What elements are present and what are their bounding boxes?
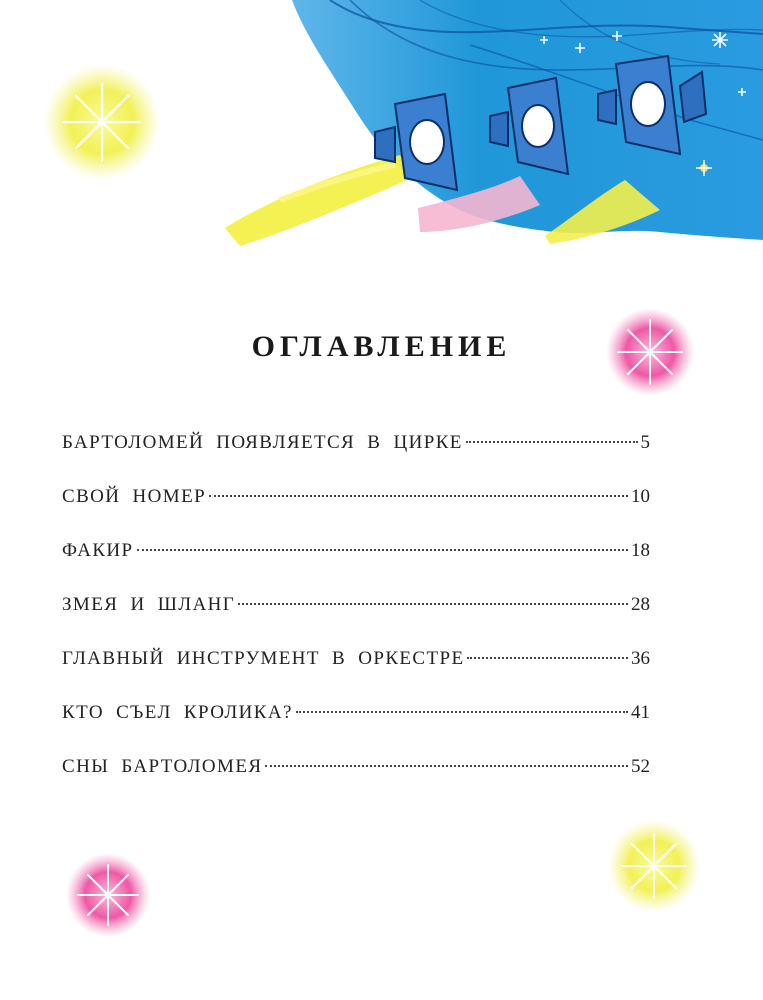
dot-leader: [466, 441, 638, 443]
sparkle-star-icon: [608, 820, 700, 912]
toc-page-number: 5: [640, 432, 650, 453]
toc-entry[interactable]: [62, 756, 650, 810]
toc-entry[interactable]: [62, 540, 650, 594]
toc-entry-title: КТО СЪЕЛ КРОЛИКА?: [62, 702, 293, 723]
toc-page-number: 41: [631, 702, 650, 723]
toc-entry-title: ГЛАВНЫЙ ИНСТРУМЕНТ В ОРКЕСТРЕ: [62, 648, 465, 669]
toc-entry-title: СВОЙ НОМЕР: [62, 486, 207, 507]
dot-leader: [467, 657, 628, 659]
toc-entry[interactable]: [62, 594, 650, 648]
dot-leader: [238, 603, 628, 605]
toc-entry[interactable]: [62, 702, 650, 756]
toc-entry[interactable]: [62, 432, 650, 486]
dot-leader: [137, 549, 629, 551]
dot-leader: [296, 711, 628, 713]
dot-leader: [265, 765, 628, 767]
toc-page-number: 18: [631, 540, 650, 561]
dot-leader: [209, 495, 628, 497]
toc-page-number: 52: [631, 756, 650, 777]
toc-page-number: 36: [631, 648, 650, 669]
toc-page-number: 10: [631, 486, 650, 507]
page-title: ОГЛАВЛЕНИЕ: [251, 330, 512, 363]
toc-entry[interactable]: [62, 648, 650, 702]
table-of-contents: [62, 432, 650, 810]
toc-entry-title: СНЫ БАРТОЛОМЕЯ: [62, 756, 263, 777]
toc-entry-title: ФАКИР: [62, 540, 134, 561]
toc-entry[interactable]: [62, 486, 650, 540]
sparkle-star-icon: [44, 64, 160, 180]
toc-page-number: 28: [631, 594, 650, 615]
toc-entry-title: БАРТОЛОМЕЙ ПОЯВЛЯЕТСЯ В ЦИРКЕ: [62, 432, 463, 453]
sparkle-star-icon: [66, 853, 150, 937]
toc-entry-title: ЗМЕЯ И ШЛАНГ: [62, 594, 236, 615]
